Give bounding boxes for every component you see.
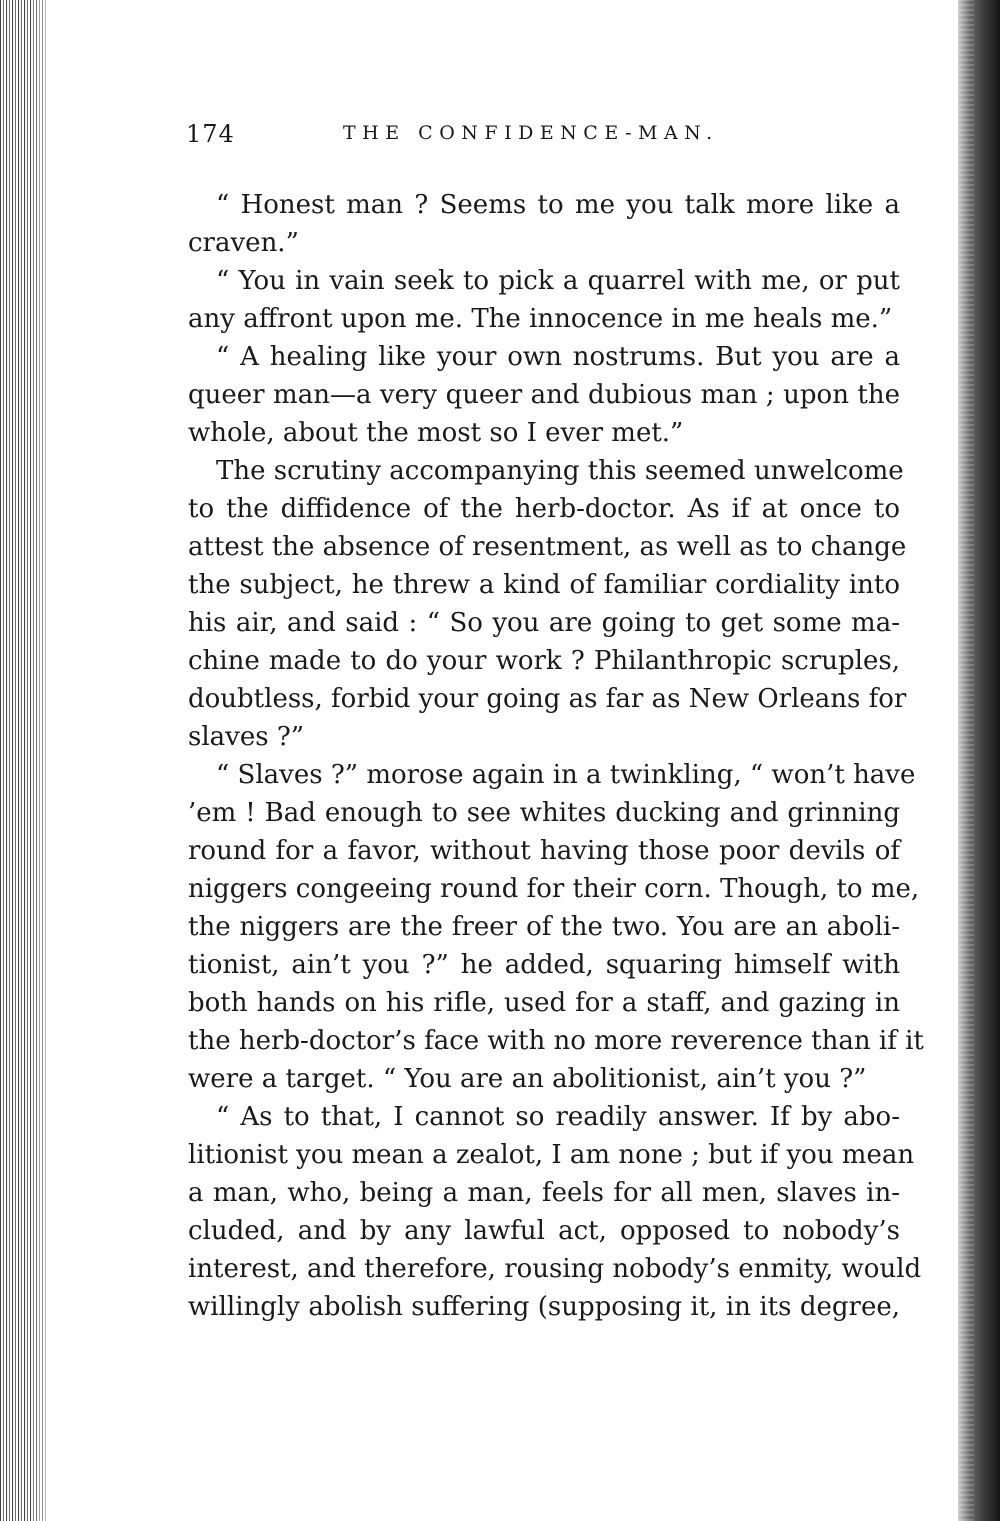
text-line: “ As to that, I cannot so readily answer. If by abo- bbox=[216, 1102, 900, 1132]
text-line: cluded, and by any lawful act, opposed to nobody’s bbox=[188, 1216, 900, 1246]
text-line: whole, about the most so I ever met.” bbox=[188, 418, 684, 448]
text-line: “ You in vain seek to pick a quarrel with me, or put bbox=[216, 266, 900, 296]
running-title: THE CONFIDENCE-MAN. bbox=[343, 122, 719, 144]
text-line: were a target. “ You are an abolitionist, ain’t you ?” bbox=[188, 1064, 867, 1094]
text-line: craven.” bbox=[188, 228, 299, 258]
text-line: doubtless, forbid your going as far as New Orleans for bbox=[188, 684, 907, 714]
text-line: litionist you mean a zealot, I am none ; but if you mean bbox=[188, 1140, 915, 1170]
text-line: “ A healing like your own nostrums. But you are a bbox=[216, 342, 900, 372]
page-number: 174 bbox=[186, 120, 235, 148]
text-line: niggers congeeing round for their corn. Though, to me, bbox=[188, 874, 920, 904]
text-line: round for a favor, without having those poor devils of bbox=[188, 836, 900, 866]
text-line: slaves ?” bbox=[188, 722, 305, 752]
text-line: queer man—a very queer and dubious man ; upon the bbox=[188, 380, 900, 410]
text-line: attest the absence of resentment, as well as to change bbox=[188, 532, 907, 562]
text-line: willingly abolish suffering (supposing it, in its degree, bbox=[188, 1292, 900, 1322]
body-text bbox=[188, 186, 924, 1326]
text-line: the niggers are the freer of the two. You are an aboli- bbox=[188, 912, 900, 942]
text-line: “ Slaves ?” morose again in a twinkling, “ won’t have bbox=[216, 760, 916, 790]
text-line: tionist, ain’t you ?” he added, squaring himself with bbox=[188, 950, 900, 980]
right-edge-texture bbox=[958, 0, 974, 1521]
text-line: interest, and therefore, rousing nobody’s enmity, would bbox=[188, 1254, 922, 1284]
text-line: a man, who, being a man, feels for all men, slaves in- bbox=[188, 1178, 900, 1208]
text-line: “ Honest man ? Seems to me you talk more like a bbox=[216, 190, 900, 220]
text-line: any affront upon me. The innocence in me heals me.” bbox=[188, 304, 893, 334]
text-line: chine made to do your work ? Philanthropic scruples, bbox=[188, 646, 900, 676]
text-line: both hands on his rifle, used for a staff, and gazing in bbox=[188, 988, 900, 1018]
left-edge-fade bbox=[30, 0, 60, 1521]
text-line: The scrutiny accompanying this seemed unwelcome bbox=[216, 456, 904, 486]
text-line: the subject, he threw a kind of familiar cordiality into bbox=[188, 570, 900, 600]
text-line: to the diffidence of the herb-doctor. As if at once to bbox=[188, 494, 900, 524]
text-line: the herb-doctor’s face with no more reverence than if it bbox=[188, 1026, 924, 1056]
text-line: his air, and said : “ So you are going to get some ma- bbox=[188, 608, 900, 638]
text-line: ’em ! Bad enough to see whites ducking and grinning bbox=[188, 798, 900, 828]
